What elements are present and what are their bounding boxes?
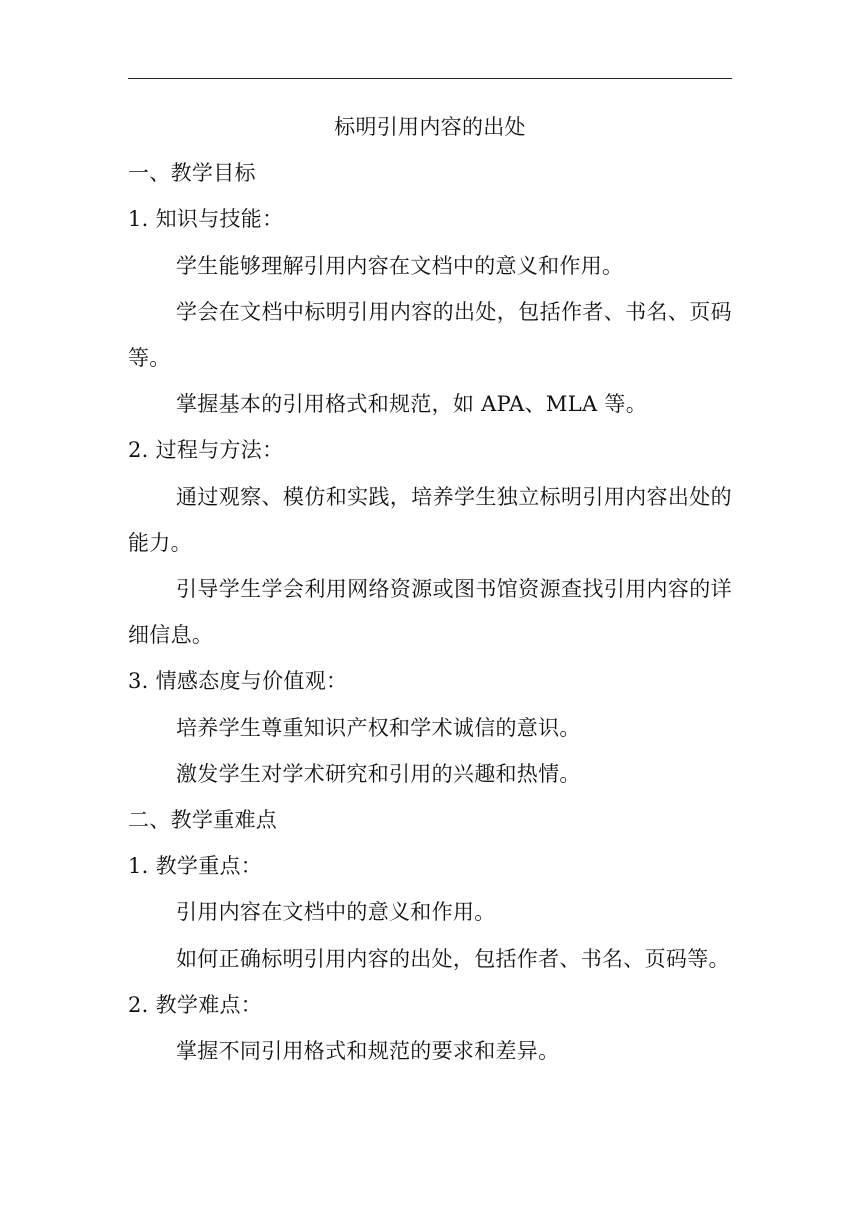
section-heading: 一、教学目标 [128, 161, 256, 186]
paragraph: 掌握不同引用格式和规范的要求和差异。 [176, 1039, 560, 1064]
subsection-heading: 2. 过程与方法： [128, 438, 284, 463]
paragraph: 引导学生学会利用网络资源或图书馆资源查找引用内容的详细信息。 [128, 577, 732, 648]
paragraph: 学会在文档中标明引用内容的出处，包括作者、书名、页码等。 [128, 299, 732, 371]
section-heading: 二、教学重难点 [128, 808, 278, 833]
paragraph: 引用内容在文档中的意义和作用。 [176, 900, 496, 925]
document-title: 标明引用内容的出处 [334, 115, 526, 139]
subsection-heading: 1. 教学重点： [128, 854, 263, 879]
paragraph: 通过观察、模仿和实践，培养学生独立标明引用内容出处的能力。 [128, 484, 732, 555]
document-body [128, 104, 732, 1074]
subsection-heading: 1. 知识与技能： [128, 207, 284, 232]
subsection-heading: 3. 情感态度与价值观： [128, 669, 348, 694]
paragraph: 掌握基本的引用格式和规范，如 APA、MLA 等。 [176, 392, 647, 417]
paragraph: 激发学生对学术研究和引用的兴趣和热情。 [176, 761, 581, 786]
header-rule [128, 78, 732, 79]
subsection-heading: 2. 教学难点： [128, 992, 263, 1017]
paragraph: 学生能够理解引用内容在文档中的意义和作用。 [176, 253, 624, 278]
paragraph: 如何正确标明引用内容的出处，包括作者、书名、页码等。 [176, 946, 730, 971]
paragraph: 培养学生尊重知识产权和学术诚信的意识。 [176, 715, 581, 740]
